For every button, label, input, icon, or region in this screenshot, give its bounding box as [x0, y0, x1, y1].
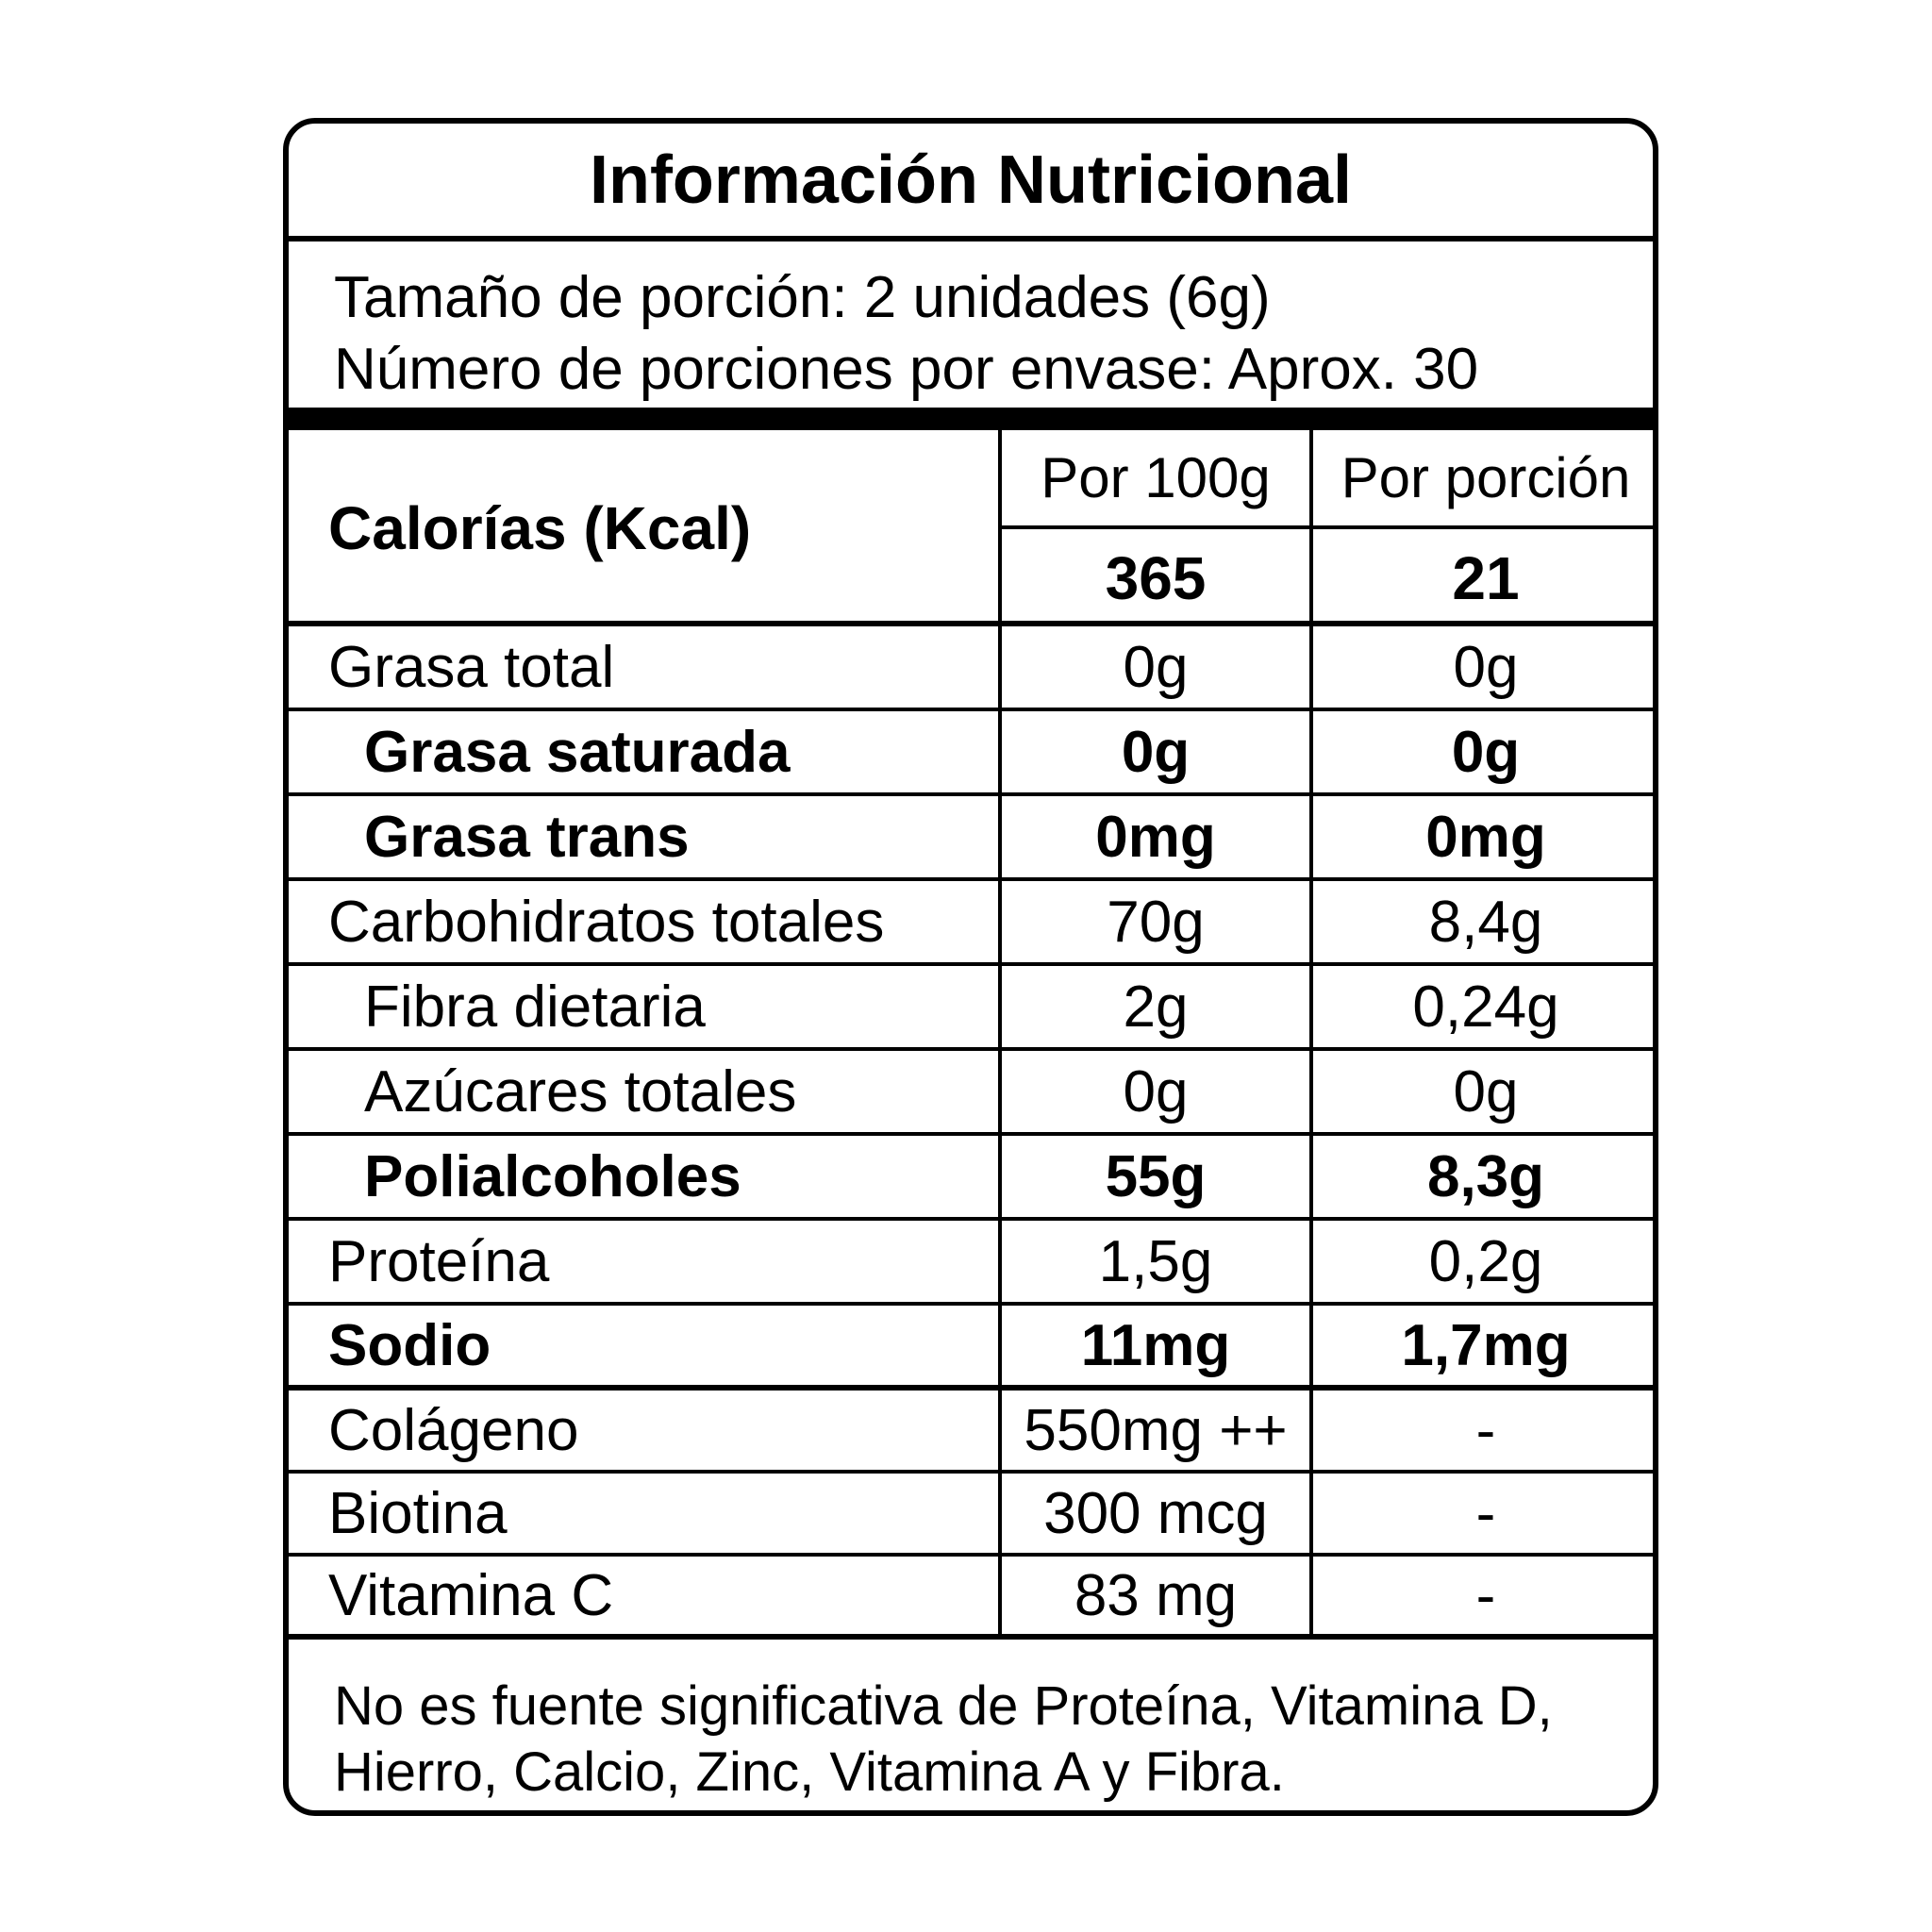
nutrient-name: Carbohidratos totales [328, 889, 885, 955]
nutrient-row [289, 1051, 1653, 1136]
serving-info [289, 242, 1653, 430]
calories-label: Calorías (Kcal) [328, 494, 752, 562]
nutrient-name: Fibra dietaria [364, 974, 706, 1040]
nutrient-row [289, 881, 1653, 966]
nutrient-per-100g: 55g [998, 1136, 1309, 1217]
nutrient-per-serving: 8,4g [1309, 881, 1658, 962]
nutrient-name: Vitamina C [328, 1562, 614, 1628]
calories-per-serving: 21 [1309, 529, 1658, 626]
nutrient-per-serving: - [1309, 1391, 1658, 1470]
nutrient-per-serving: 8,3g [1309, 1136, 1658, 1217]
nutrient-per-serving: 0g [1309, 1051, 1658, 1132]
nutrient-per-100g: 550mg ++ [998, 1391, 1309, 1470]
nutrient-per-100g: 70g [998, 881, 1309, 962]
nutrient-row [289, 1136, 1653, 1221]
nutrient-per-100g: 0mg [998, 796, 1309, 877]
column-header-per-serving: Por porción [1309, 430, 1658, 529]
nutrient-per-serving: 0,2g [1309, 1221, 1658, 1302]
nutrient-per-100g: 300 mcg [998, 1474, 1309, 1553]
nutrient-per-serving: 0,24g [1309, 966, 1658, 1047]
nutrient-row [289, 966, 1653, 1051]
serving-size: Tamaño de porción: 2 unidades (6g) [334, 265, 1271, 330]
footnote-line: Hierro, Calcio, Zinc, Vitamina A y Fibra. [334, 1741, 1285, 1803]
nutrient-per-serving: - [1309, 1474, 1658, 1553]
nutrient-name: Grasa saturada [364, 719, 791, 785]
nutrient-row [289, 1557, 1653, 1640]
nutrient-per-100g: 1,5g [998, 1221, 1309, 1302]
nutrient-name: Azúcares totales [364, 1058, 797, 1124]
nutrient-name: Grasa trans [364, 804, 690, 870]
label-title: Información Nutricional [289, 124, 1653, 242]
nutrient-name: Colágeno [328, 1397, 579, 1463]
nutrient-per-serving: 1,7mg [1309, 1306, 1658, 1385]
nutrient-per-100g: 0g [998, 711, 1309, 792]
footnote-line: No es fuente significativa de Proteína, Vitamina D, [334, 1675, 1553, 1737]
nutrient-per-100g: 0g [998, 626, 1309, 708]
nutrient-per-100g: 11mg [998, 1306, 1309, 1385]
servings-per-container: Número de porciones por envase: Aprox. 30 [334, 337, 1479, 402]
nutrient-row [289, 1391, 1653, 1474]
column-header-per-100g: Por 100g [998, 430, 1309, 529]
nutrient-name: Biotina [328, 1480, 508, 1546]
nutrient-per-serving: 0g [1309, 626, 1658, 708]
nutrient-per-serving: 0g [1309, 711, 1658, 792]
nutrient-row [289, 1474, 1653, 1557]
nutrient-name: Proteína [328, 1228, 550, 1294]
footnote [289, 1666, 1653, 1806]
nutrient-name: Polialcoholes [364, 1143, 741, 1209]
nutrient-row [289, 711, 1653, 796]
nutrient-per-100g: 83 mg [998, 1557, 1309, 1634]
nutrient-per-serving: 0mg [1309, 796, 1658, 877]
nutrient-per-100g: 0g [998, 1051, 1309, 1132]
nutrient-per-serving: - [1309, 1557, 1658, 1634]
calories-row [289, 430, 1653, 626]
calories-per-100g: 365 [998, 529, 1309, 626]
nutrient-row [289, 626, 1653, 711]
nutrient-row [289, 1221, 1653, 1306]
nutrient-per-100g: 2g [998, 966, 1309, 1047]
nutrient-row [289, 796, 1653, 881]
nutrient-name: Grasa total [328, 634, 615, 700]
nutrient-name: Sodio [328, 1312, 491, 1378]
nutrition-facts-label [283, 118, 1658, 1816]
nutrient-row [289, 1306, 1653, 1391]
